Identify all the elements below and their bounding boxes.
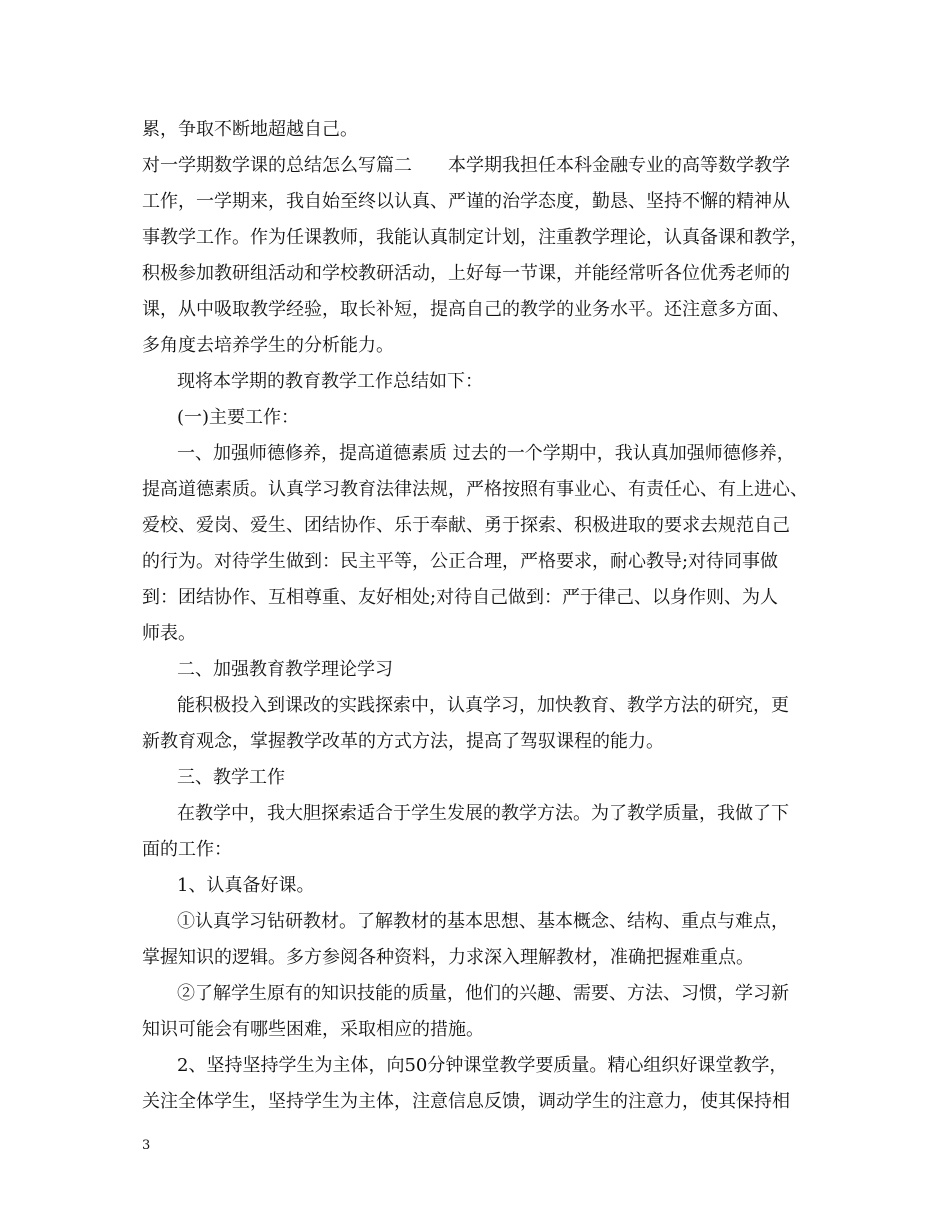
- text-line: 累，争取不断地超越自己。: [142, 119, 358, 140]
- section-heading: 一、加强师德修养，提高道德素质 过去的一个学期中，我认真加强师德修养，: [177, 443, 795, 464]
- list-item-heading: 1、认真备好课。: [177, 875, 315, 896]
- text-line: 多角度去培养学生的分析能力。: [142, 335, 394, 356]
- text-line: 到：团结协作、互相尊重、友好相处;对待自己做到：严于律己、以身作则、为人: [142, 587, 779, 608]
- text-line: 在教学中，我大胆探索适合于学生发展的教学方法。为了教学质量，我做了下: [177, 803, 789, 824]
- text-line: ②了解学生原有的知识技能的质量，他们的兴趣、需要、方法、习惯，学习新: [177, 983, 789, 1004]
- page-number: 3: [142, 1138, 151, 1153]
- text-line: 关注全体学生，坚持学生为主体，注意信息反馈，调动学生的注意力，使其保持相: [142, 1091, 790, 1112]
- text-line: 师表。: [142, 623, 196, 644]
- text-line: 事教学工作。作为任课教师，我能认真制定计划，注重教学理论，认真备课和教学，: [142, 227, 808, 248]
- text-line: 新教育观念，掌握教学改革的方式方法，提高了驾驭课程的能力。: [142, 731, 664, 752]
- section-heading: 三、教学工作: [177, 767, 285, 788]
- text-line: 对一学期数学课的总结怎么写篇二 本学期我担任本科金融专业的高等数学教学: [142, 155, 790, 176]
- text-line: 知识可能会有哪些困难，采取相应的措施。: [142, 1019, 484, 1040]
- text-line: ①认真学习钻研教材。了解教材的基本思想、基本概念、结构、重点与难点，: [177, 911, 789, 932]
- text-line: 面的工作：: [142, 839, 232, 860]
- text-line: 的行为。对待学生做到：民主平等，公正合理，严格要求，耐心教导;对待同事做: [142, 551, 779, 572]
- text-line: 课，从中吸取教学经验，取长补短，提高自己的教学的业务水平。还注意多方面、: [142, 299, 790, 320]
- text-line: 2、坚持坚持学生为主体，向50分钟课堂教学要质量。精心组织好课堂教学，: [177, 1055, 788, 1076]
- text-line: 能积极投入到课改的实践探索中，认真学习，加快教育、教学方法的研究，更: [177, 695, 789, 716]
- text-line: 工作，一学期来，我自始至终以认真、严谨的治学态度，勤恳、坚持不懈的精神从: [142, 191, 790, 212]
- section-heading: 二、加强教育教学理论学习: [177, 659, 393, 680]
- text-line: 掌握知识的逻辑。多方参阅各种资料，力求深入理解教材，准确把握难重点。: [142, 947, 754, 968]
- text-line: 提高道德素质。认真学习教育法律法规，严格按照有事业心、有责任心、有上进心、: [142, 479, 808, 500]
- text-line: 现将本学期的教育教学工作总结如下：: [177, 371, 483, 392]
- text-line: 爱校、爱岗、爱生、团结协作、乐于奉献、勇于探索、积极进取的要求去规范自己: [142, 515, 790, 536]
- text-line: 积极参加教研组活动和学校教研活动，上好每一节课，并能经常听各位优秀老师的: [142, 263, 790, 284]
- section-heading: (一)主要工作：: [177, 407, 300, 428]
